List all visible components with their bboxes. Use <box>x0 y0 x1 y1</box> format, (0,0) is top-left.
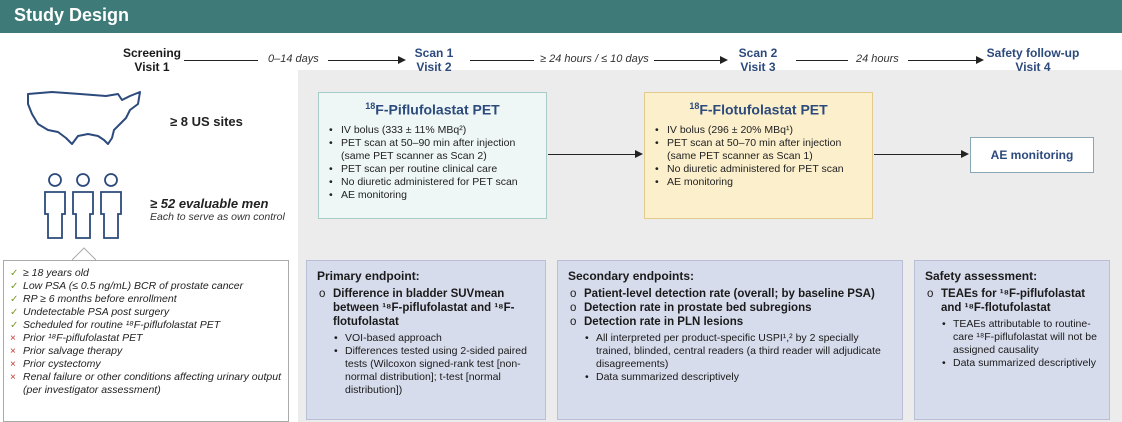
station-label-line2: Visit 1 <box>134 60 170 74</box>
check-icon: ✓ <box>10 281 19 292</box>
station-label-line2: Visit 2 <box>416 60 452 74</box>
arrowhead-icon <box>398 56 406 64</box>
isotope-superscript: 18 <box>689 101 700 111</box>
inclusion-criterion <box>10 267 282 280</box>
timeline-station-followup <box>978 46 1088 74</box>
arrowhead-icon <box>720 56 728 64</box>
secondary-endpoints-box <box>557 260 903 420</box>
primary-endpoint-main: Difference in bladder SUVmean between ¹⁸F-piflufolastat and ¹⁸F-flotufolastat <box>333 288 515 328</box>
list-item: • Data summarized descriptively <box>584 371 892 384</box>
check-icon: ✓ <box>10 307 19 318</box>
cross-icon: × <box>10 372 16 383</box>
exclusion-criterion <box>10 358 282 371</box>
list-item: • PET scan at 50–90 min after injection (same PET scanner as Scan 2) <box>329 137 536 163</box>
safety-assessment-title: Safety assessment: <box>925 269 1038 283</box>
cross-icon: × <box>10 346 16 357</box>
timeline-arrow-line <box>328 60 400 61</box>
station-label-line1: Scan 1 <box>414 46 454 60</box>
secondary-endpoint-pln: Detection rate in PLN lesions <box>584 316 744 328</box>
timeline-arrow-line <box>908 60 978 61</box>
arrowhead-icon <box>635 150 643 158</box>
primary-endpoint-box <box>306 260 546 420</box>
interval-label: 0–14 days <box>268 53 319 65</box>
scan2-pet-box <box>644 92 873 219</box>
arrowhead-icon <box>976 56 984 64</box>
list-item: o Detection rate in prostate bed subregions <box>568 301 892 315</box>
secondary-endpoints-sublist <box>584 332 892 384</box>
timeline-arrow-line <box>796 60 848 61</box>
inclusion-criterion <box>10 293 282 306</box>
men-subtext: Each to serve as own control <box>150 211 285 223</box>
criterion-text: ≥ 18 years old <box>23 267 89 279</box>
list-item: • AE monitoring <box>329 189 536 202</box>
criterion-text: Scheduled for routine ¹⁸F-piflufolastat PET <box>23 319 221 331</box>
list-item: • Data summarized descriptively <box>941 357 1099 370</box>
criterion-text: Undetectable PSA post surgery <box>23 306 170 318</box>
exclusion-criterion <box>10 371 282 397</box>
criterion-text: Prior salvage therapy <box>23 345 123 357</box>
flow-arrow-line <box>874 154 962 155</box>
interval-label: 24 hours <box>856 53 899 65</box>
safety-sublist <box>941 318 1099 370</box>
station-label-line2: Visit 4 <box>1015 60 1051 74</box>
exclusion-criterion <box>10 345 282 358</box>
secondary-endpoints-list <box>568 287 892 384</box>
timeline-station-screening <box>112 46 192 74</box>
secondary-endpoints-title: Secondary endpoints: <box>568 269 695 283</box>
station-label-line1: Scan 2 <box>738 46 778 60</box>
list-item: • AE monitoring <box>655 176 862 189</box>
isotope-superscript: 18 <box>365 101 376 111</box>
men-count: ≥ 52 evaluable men <box>150 196 269 211</box>
arrowhead-icon <box>961 150 969 158</box>
safety-assessment-list <box>925 287 1099 370</box>
list-item: • Differences tested using 2-sided paired tests (Wilcoxon signed-rank test [non-normal distribution]; t-test [normal distribution]) <box>333 345 535 397</box>
ae-monitoring-box: AE monitoring <box>970 137 1094 173</box>
inclusion-criterion <box>10 306 282 319</box>
list-item: • No diuretic administered for PET scan <box>655 163 862 176</box>
cross-icon: × <box>10 359 16 370</box>
station-label-line1: Safety follow-up <box>986 46 1080 60</box>
criterion-text: Low PSA (≤ 0.5 ng/mL) BCR of prostate cancer <box>23 280 244 292</box>
scan1-pet-box <box>318 92 547 219</box>
scan1-bullets <box>329 124 536 202</box>
list-item <box>925 287 1099 370</box>
criteria-list <box>10 267 282 397</box>
criterion-text: RP ≥ 6 months before enrollment <box>23 293 177 305</box>
timeline-arrow-line <box>654 60 722 61</box>
list-item: • All interpreted per product-specific USPI¹,² by 2 specially trained, blinded, central readers (a third reader will adjudicate disagreements) <box>584 332 892 371</box>
scan2-bullets <box>655 124 862 189</box>
primary-endpoint-title: Primary endpoint: <box>317 269 420 283</box>
list-item: • IV bolus (333 ± 11% MBq²) <box>329 124 536 137</box>
eligibility-criteria-box <box>3 260 289 422</box>
list-item <box>568 315 892 384</box>
list-item: • No diuretic administered for PET scan <box>329 176 536 189</box>
interval-label: ≥ 24 hours / ≤ 10 days <box>540 53 649 65</box>
timeline-station-scan1 <box>398 46 470 74</box>
inclusion-criterion <box>10 280 282 293</box>
check-icon: ✓ <box>10 320 19 331</box>
sites-count: ≥ 8 US sites <box>170 114 243 129</box>
list-item: o Patient-level detection rate (overall; by baseline PSA) <box>568 287 892 301</box>
list-item: • PET scan at 50–70 min after injection (same PET scanner as Scan 1) <box>655 137 862 163</box>
list-item: • IV bolus (296 ± 20% MBq¹) <box>655 124 862 137</box>
timeline-station-scan2 <box>722 46 794 74</box>
check-icon: ✓ <box>10 268 19 279</box>
flow-arrow-line <box>548 154 636 155</box>
scan2-title-text: F-Flotufolastat PET <box>699 101 828 118</box>
scan2-title <box>655 101 862 118</box>
check-icon: ✓ <box>10 294 19 305</box>
us-map-icon <box>22 86 146 150</box>
section-header <box>0 0 1122 33</box>
primary-endpoint-list <box>317 287 535 397</box>
timeline-arrow-line <box>184 60 258 61</box>
criterion-text: Renal failure or other conditions affecting urinary output (per investigator assessment) <box>23 371 281 396</box>
list-item: • TEAEs attributable to routine-care ¹⁸F-piflufolastat will not be assigned causality <box>941 318 1099 357</box>
list-item: • PET scan per routine clinical care <box>329 163 536 176</box>
people-icon <box>40 170 126 242</box>
scan1-title <box>329 101 536 118</box>
list-item <box>317 287 535 397</box>
inclusion-criterion <box>10 319 282 332</box>
page-title: Study Design <box>14 5 130 25</box>
safety-main: TEAEs for ¹⁸F-piflufolastat and ¹⁸F-flotufolastat <box>941 288 1086 314</box>
primary-endpoint-sublist <box>333 332 535 397</box>
cross-icon: × <box>10 333 16 344</box>
station-label-line1: Screening <box>122 46 182 60</box>
criterion-text: Prior cystectomy <box>23 358 101 370</box>
timeline-arrow-line <box>470 60 534 61</box>
criterion-text: Prior ¹⁸F-piflufolastat PET <box>23 332 143 344</box>
exclusion-criterion <box>10 332 282 345</box>
safety-assessment-box <box>914 260 1110 420</box>
station-label-line2: Visit 3 <box>740 60 776 74</box>
list-item: • VOI-based approach <box>333 332 535 345</box>
scan1-title-text: F-Piflufolastat PET <box>375 101 500 118</box>
